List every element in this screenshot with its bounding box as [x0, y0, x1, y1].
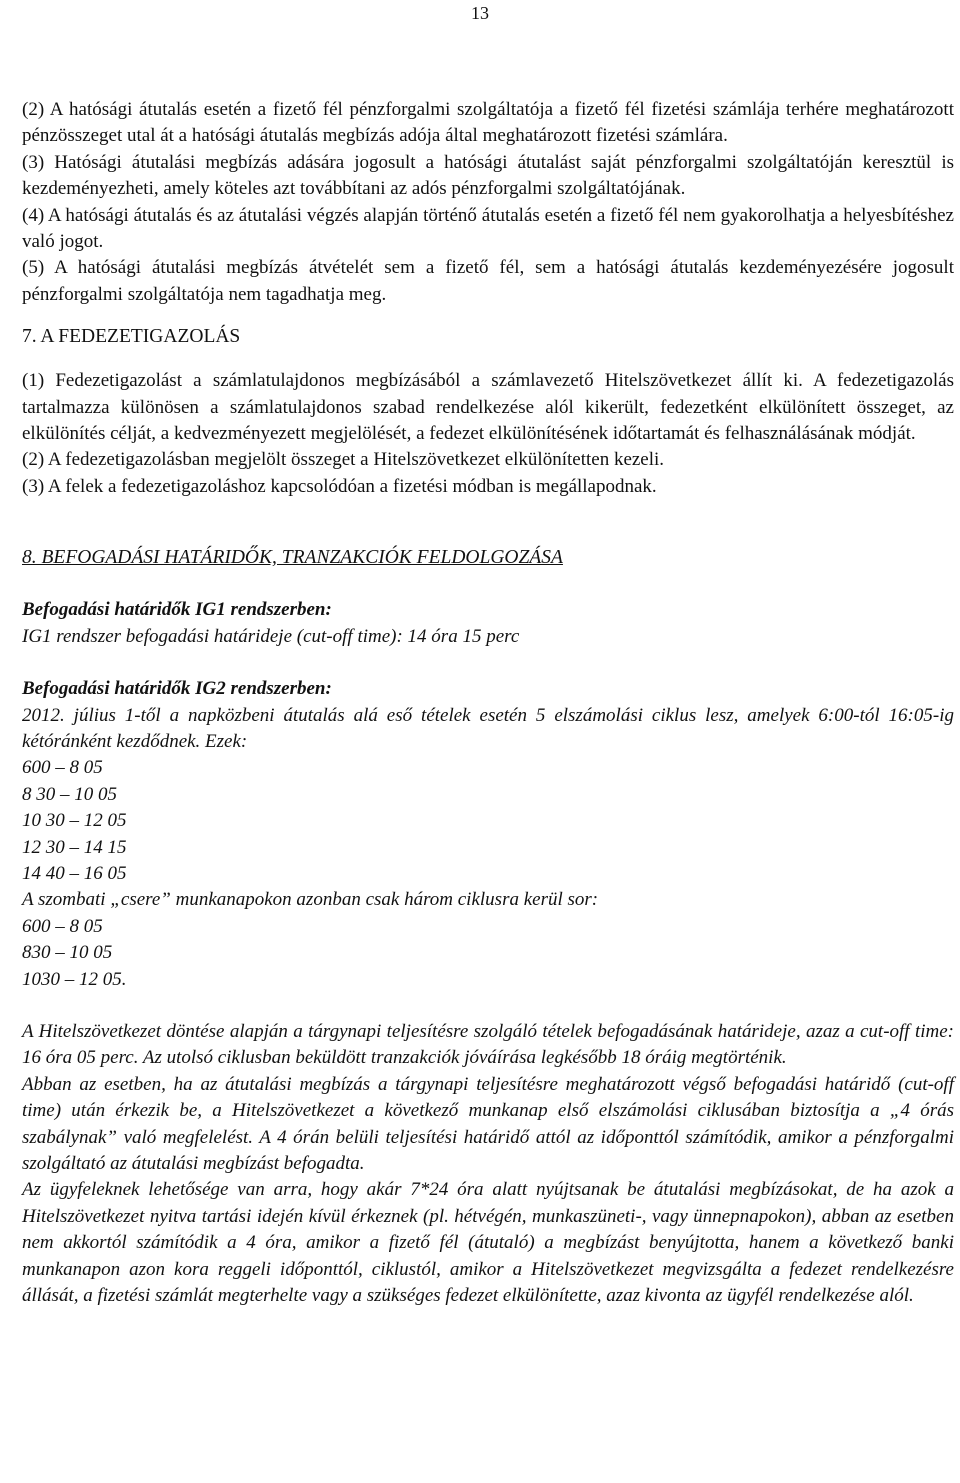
section6-paragraph-3: (3) Hatósági átutalási megbízás adására jogosult a hatósági átutalást saját pénzforgalmi szolgáltatóján keresztül is kezdeményezheti, amely köteles azt továbbítani az adós pénzforgalmi szolgáltatójának. [22, 151, 954, 200]
ig1-title: Befogadási határidők IG1 rendszerben: [22, 599, 332, 621]
cycle-item: 10 30 – 12 05 [22, 810, 127, 832]
ig2-cycle-list [22, 755, 954, 887]
cycle-item: 600 – 8 05 [22, 757, 103, 779]
late-submission-paragraph: Abban az esetben, ha az átutalási megbízás a tárgynapi teljesítésre meghatározott végső befogadási határidő (cut-off time) után érkezik be, a Hitelszövetkezet a következő munkanap első elszámolási ciklusában biztosítja a „4 órás szabálynak” való megfelelést. A 4 órán belüli teljesítési határidő attól az időponttól számítódik, amikor a pénzforgalmi szolgáltató az átutalási megbízást befogadta. [22, 1073, 954, 1174]
ig1-text: IG1 rendszer befogadási határideje (cut-off time): 14 óra 15 perc [22, 625, 520, 647]
cycle-item: 12 30 – 14 15 [22, 836, 127, 858]
section7-heading: 7. A FEDEZETIGAZOLÁS [22, 326, 241, 348]
section8-heading: 8. BEFOGADÁSI HATÁRIDŐK, TRANZAKCIÓK FELDOLGOZÁSA [22, 547, 563, 569]
cutoff-paragraph: A Hitelszövetkezet döntése alapján a tárgynapi teljesítésre szolgáló tételek befogadásának határideje, azaz a cut-off time: 16 óra 05 perc. Az utolsó ciklusban beküldött tranzakciók jóváírása legkésőbb 18 óráig megtörténik. [22, 1020, 954, 1069]
saturday-cycle-item: 1030 – 12 05. [22, 968, 127, 990]
ig2-intro: 2012. július 1-től a napközbeni átutalás alá eső tételek esetén 5 elszámolási ciklus lesz, amelyek 6:00-tól 16:05-ig kétóránként kezdődnek. Ezek: [22, 704, 954, 752]
saturday-cycle-item: 830 – 10 05 [22, 942, 113, 964]
cycle-item: 8 30 – 10 05 [22, 783, 117, 805]
section6-paragraph-4: (4) A hatósági átutalás és az átutalási végzés alapján történő átutalás esetén a fizető fél nem gyakorolhatja a helyesbítéshez való jogot. [22, 204, 954, 253]
ig2-title: Befogadási határidők IG2 rendszerben: [22, 678, 332, 700]
document-body [22, 97, 954, 1309]
section7-paragraph-3: (3) A felek a fedezetigazoláshoz kapcsolódóan a fizetési módban is megállapodnak. [22, 475, 657, 497]
saturday-intro: A szombati „csere” munkanapokon azonban csak három ciklusra kerül sor: [22, 889, 599, 911]
customer-submission-paragraph: Az ügyfeleknek lehetősége van arra, hogy akár 7*24 óra alatt nyújtsanak be átutalási megbízásokat, de ha azok a Hitelszövetkezet nyitva tartási idején kívül érkeznek (pl. hétvégén, munkaszüneti-, vagy ünnepnapokon), abban az esetben nem akkortól számítódik a 4 óra, amikor a fizető fél (átutaló) a megbízást benyújtotta, hanem a következő banki munkanapon azon kora reggeli időponttól, ciklustól, amikor a Hitelszövetkezet megvizsgálta a fedezet rendelkezésre állását, a fizetési számlát megterhelte vagy a szükséges fedezet elkülönítette, azaz kivonta az ügyfél rendelkezése alól. [22, 1179, 954, 1307]
saturday-cycle-item: 600 – 8 05 [22, 915, 103, 937]
section7-paragraph-2: (2) A fedezetigazolásban megjelölt összeget a Hitelszövetkezet elkülönítetten kezeli. [22, 449, 665, 471]
section7-paragraph-1: (1) Fedezetigazolást a számlatulajdonos megbízásából a számlavezető Hitelszövetkezet állít ki. A fedezetigazolás tartalmazza különösen a számlatulajdonos szabad rendelkezése alól kikerült, fedezetként elkülönített összeget, az elkülönítés célját, a kedvezményezett megjelölését, a fedezet elkülönítésének időtartamát és felhasználásának módját. [22, 370, 954, 445]
saturday-cycle-list [22, 914, 954, 993]
section6-paragraph-5: (5) A hatósági átutalási megbízás átvételét sem a fizető fél, sem a hatósági átutalás kezdeményezésére jogosult pénzforgalmi szolgáltatója nem tagadhatja meg. [22, 257, 954, 305]
page-number: 13 [471, 3, 489, 23]
cycle-item: 14 40 – 16 05 [22, 862, 127, 884]
section6-paragraph-2: (2) A hatósági átutalás esetén a fizető fél pénzforgalmi szolgáltatója a fizető fél fizetési számlája terhére meghatározott pénzösszeget utal át a hatósági átutalás megbízás adója által meghatározott fizetési számlára. [22, 99, 954, 147]
